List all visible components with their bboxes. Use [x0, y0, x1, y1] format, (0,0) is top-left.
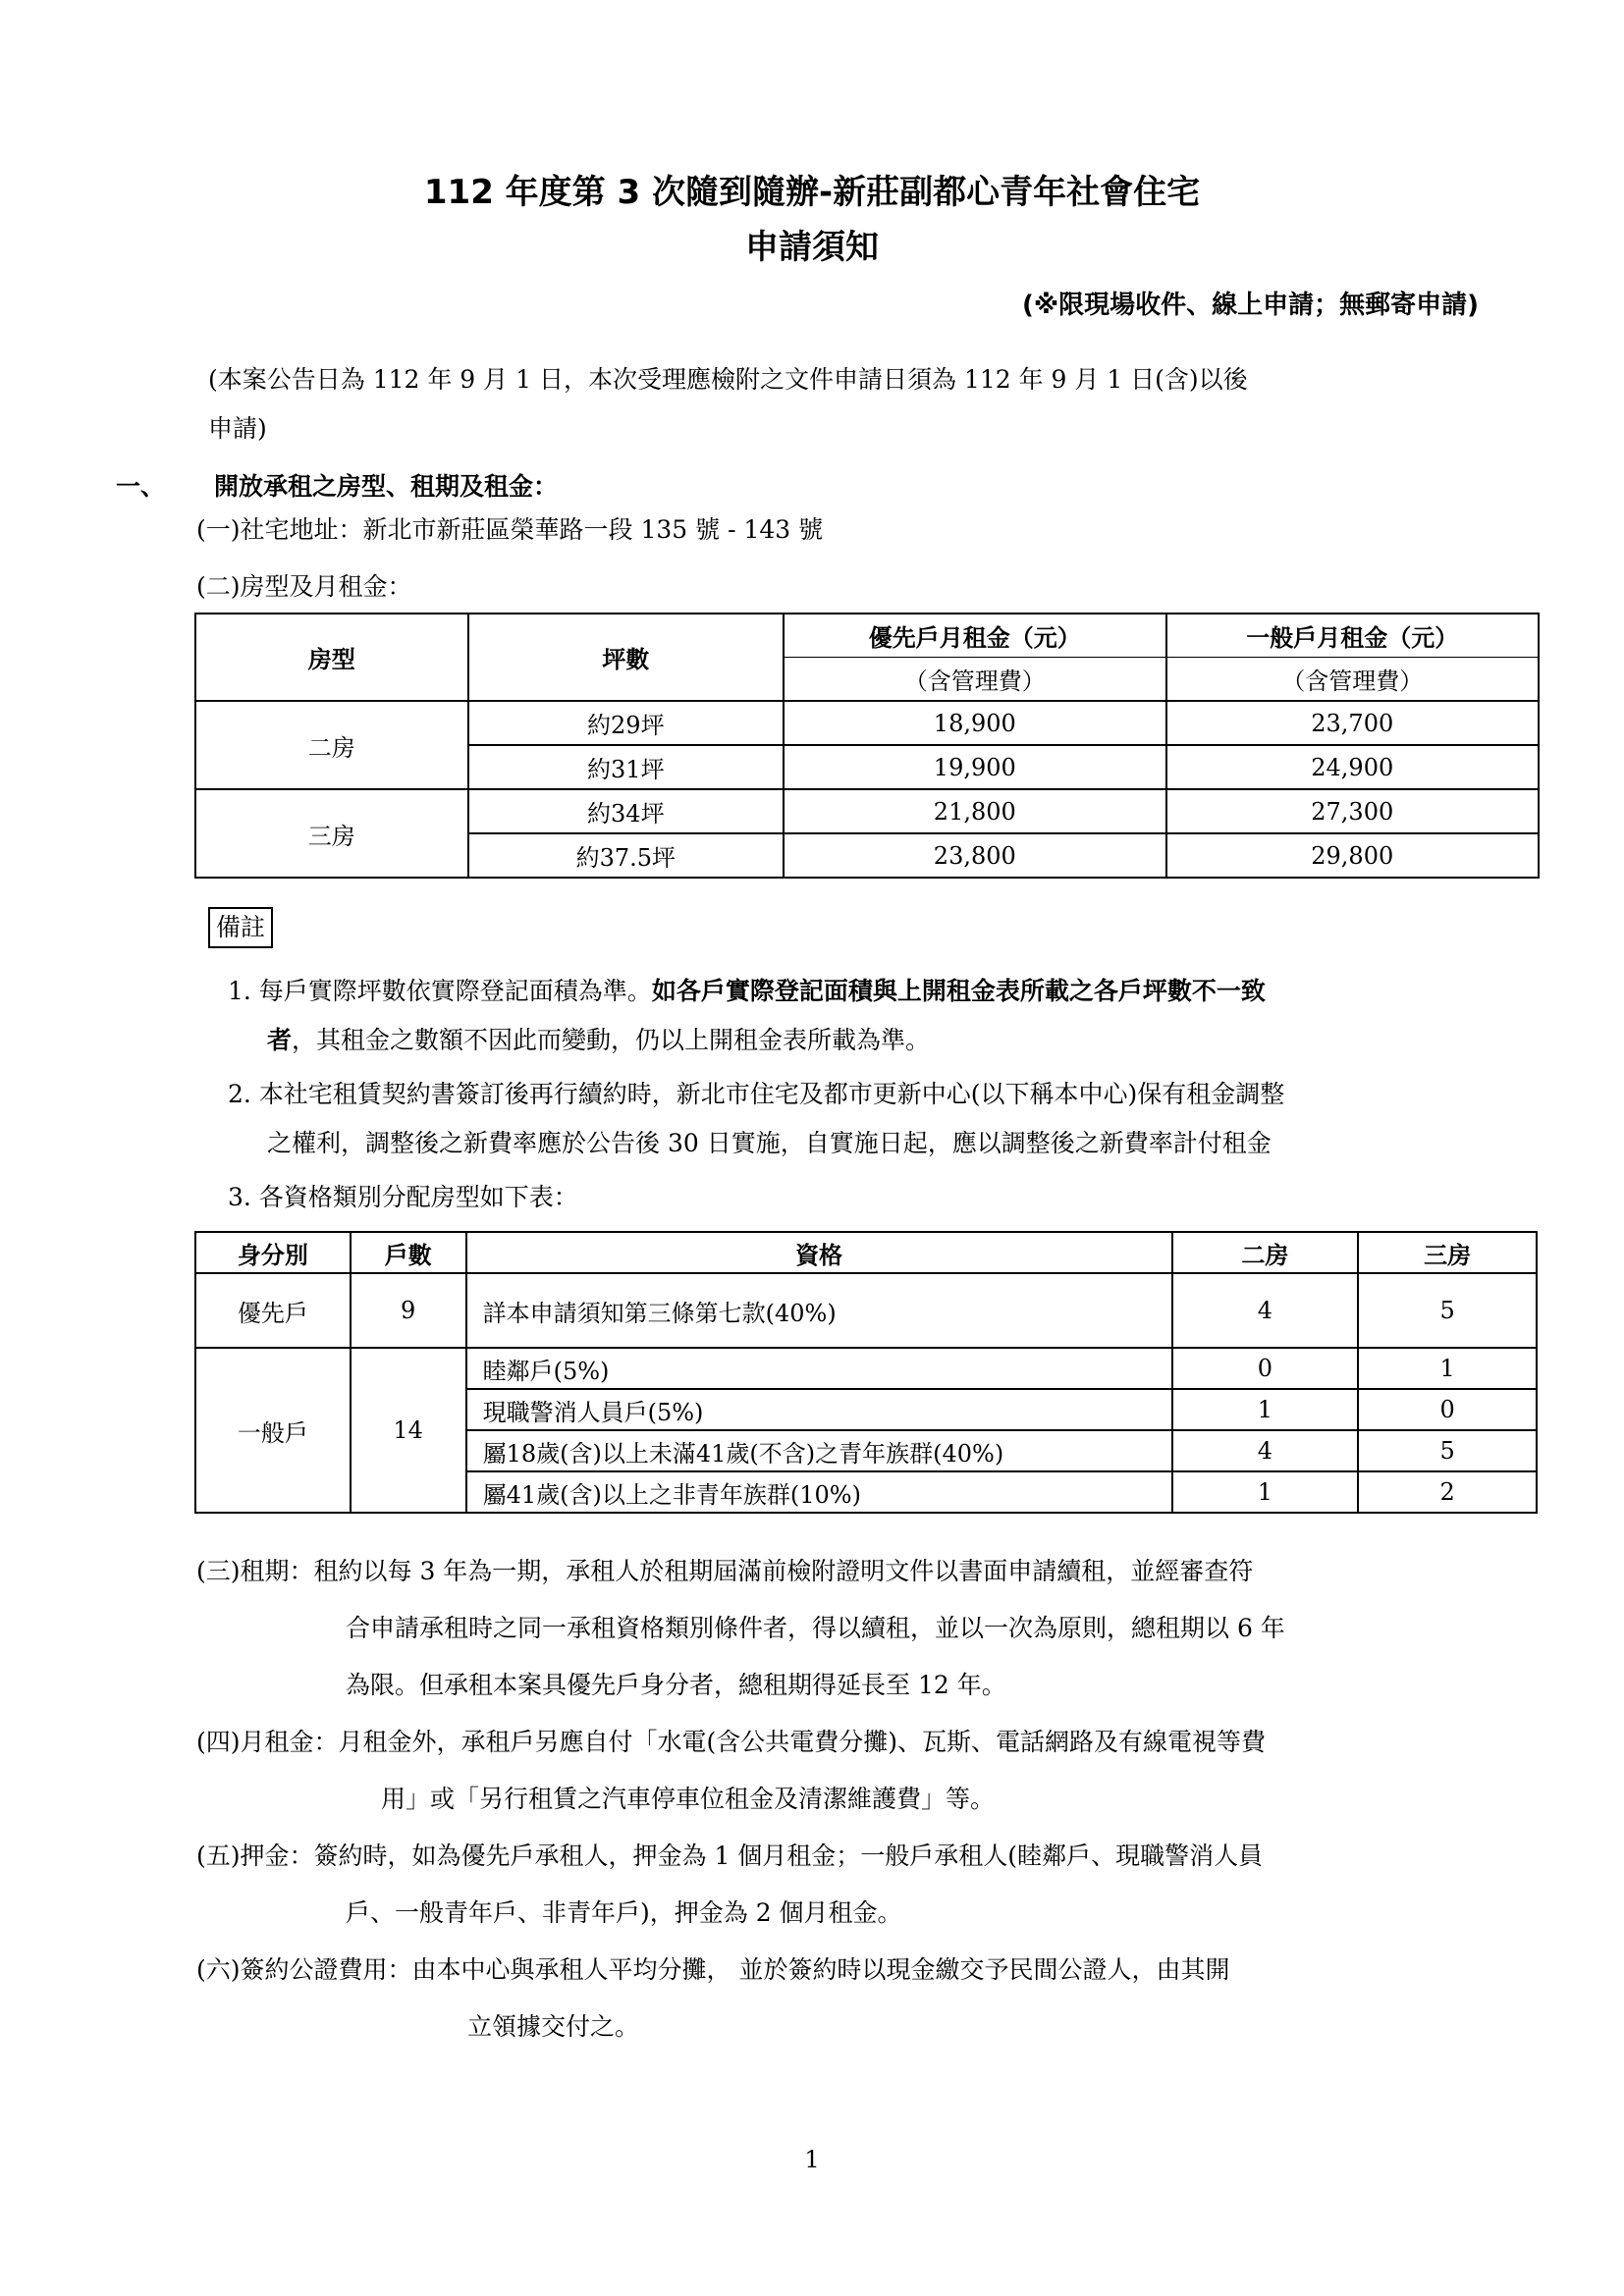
- remark-note-1-text-b: 如各戶實際登記面積與上開租金表所載之各戶坪數不一致: [651, 977, 1266, 1005]
- ping-cell: 約34坪: [468, 789, 785, 833]
- header-priority-mgmt-note: （含管理費）: [784, 658, 1165, 702]
- room-type-cell: 三房: [195, 789, 468, 878]
- priority-rent-cell: 18,900: [784, 701, 1165, 745]
- monthly-rent-paragraph: [196, 1714, 1542, 1828]
- address-line: (一)社宅地址：新北市新莊區榮華路一段 135 號 - 143 號: [196, 515, 824, 544]
- header-priority-rent: 優先戶月租金（元）: [784, 614, 1165, 658]
- qualification-cell: 屬18歲(含)以上未滿41歲(不含)之青年族群(40%): [466, 1430, 1172, 1471]
- general-rent-cell: 24,900: [1166, 745, 1539, 789]
- table-row: [195, 1348, 1537, 1389]
- priority-rent-cell: 21,800: [784, 789, 1165, 833]
- notary-fee-line-2: 立領據交付之。: [467, 2012, 640, 2041]
- document-subtitle: 申請須知: [745, 228, 879, 267]
- remark-note-1-line-2: [228, 1016, 1534, 1065]
- remark-note-2-line-2: 之權利，調整後之新費率應於公告後 30 日實施，自實施日起，應以調整後之新費率計付租金: [267, 1129, 1272, 1157]
- room-types-label: (二)房型及月租金：: [196, 572, 412, 601]
- monthly-rent-line-1: (四)月租金：月租金外，承租戶另應自付「水電(含公共電費分攤)、瓦斯、電話網路及有線電視等費: [196, 1728, 1267, 1756]
- announcement-notice: [208, 355, 1534, 454]
- remark-note-1-text-d: ，其租金之數額不因此而變動，仍以上開租金表所載為準。: [292, 1026, 931, 1054]
- table-row: [195, 1273, 1537, 1348]
- header-room-type: 房型: [195, 614, 468, 701]
- deposit-line-2: 戶、一般青年戶、非青年戶)，押金為 2 個月租金。: [346, 1898, 902, 1927]
- monthly-rent-line-2: 用」或「另行租賃之汽車停車位租金及清潔維護費」等。: [381, 1785, 996, 1813]
- remark-note-1-line-1: [228, 967, 1534, 1016]
- priority-rent-cell: 19,900: [784, 745, 1165, 789]
- general-rent-cell: 23,700: [1166, 701, 1539, 745]
- table-row: [195, 789, 1539, 833]
- remark-note-1-text-a: 1. 每戶實際坪數依實際登記面積為準。: [228, 977, 652, 1005]
- count-cell: 9: [351, 1273, 466, 1348]
- remarks-label: 備註: [208, 907, 273, 948]
- three-room-cell: 5: [1358, 1430, 1537, 1471]
- section-number: 一、: [116, 472, 166, 501]
- general-rent-cell: 29,800: [1166, 833, 1539, 878]
- table-row: [195, 701, 1539, 745]
- two-room-cell: 4: [1172, 1273, 1359, 1348]
- restriction-note: (※限現場收件、線上申請；無郵寄申請): [1021, 291, 1479, 320]
- notary-fee-line-1: (六)簽約公證費用：由本中心與承租人平均分攤， 並於簽約時以現金繳交予民間公證人，由其開: [196, 1955, 1230, 1984]
- identity-cell: 優先戶: [195, 1273, 351, 1348]
- ping-cell: 約37.5坪: [468, 833, 785, 878]
- remark-note-2: [228, 1070, 1534, 1168]
- general-rent-cell: 27,300: [1166, 789, 1539, 833]
- lease-term-line-2: 合申請承租時之同一承租資格類別條件者，得以續租，並以一次為原則，總租期以 6 年: [346, 1614, 1285, 1642]
- priority-rent-cell: 23,800: [784, 833, 1165, 878]
- header-general-rent: 一般戶月租金（元）: [1166, 614, 1539, 658]
- rent-table: [194, 613, 1540, 879]
- qualification-cell: 屬41歲(含)以上之非青年族群(10%): [466, 1471, 1172, 1513]
- header-qualification: 資格: [466, 1232, 1172, 1273]
- remark-note-1-text-c: 者: [267, 1026, 293, 1054]
- ping-cell: 約31坪: [468, 745, 785, 789]
- rent-table-header-row: [195, 614, 1539, 658]
- lease-term-line-1: (三)租期：租約以每 3 年為一期，承租人於租期屆滿前檢附證明文件以書面申請續租，並經審查符: [196, 1557, 1254, 1585]
- notice-line-2: 申請): [208, 414, 267, 443]
- lease-term-paragraph: [196, 1543, 1542, 1714]
- deposit-line-1: (五)押金：簽約時，如為優先戶承租人，押金為 1 個月租金；一般戶承租人(睦鄰戶、現職警消人員: [196, 1842, 1264, 1870]
- remark-note-3: 3. 各資格類別分配房型如下表：: [228, 1183, 578, 1211]
- header-two-room: 二房: [1172, 1232, 1359, 1273]
- header-three-room: 三房: [1358, 1232, 1537, 1273]
- lease-term-line-3: 為限。但承租本案具優先戶身分者，總租期得延長至 12 年。: [346, 1671, 1006, 1699]
- qualification-cell: 睦鄰戶(5%): [466, 1348, 1172, 1389]
- notary-fee-paragraph: [196, 1942, 1542, 2056]
- document-title: 112 年度第 3 次隨到隨辦-新莊副都心青年社會住宅: [423, 173, 1201, 212]
- three-room-cell: 1: [1358, 1348, 1537, 1389]
- three-room-cell: 0: [1358, 1389, 1537, 1430]
- header-ping: 坪數: [468, 614, 785, 701]
- two-room-cell: 4: [1172, 1430, 1359, 1471]
- header-identity: 身分別: [195, 1232, 351, 1273]
- count-cell: 14: [351, 1348, 466, 1513]
- allocation-table: [194, 1231, 1538, 1514]
- three-room-cell: 2: [1358, 1471, 1537, 1513]
- header-count: 戶數: [351, 1232, 466, 1273]
- section-title: 開放承租之房型、租期及租金：: [214, 472, 559, 501]
- two-room-cell: 1: [1172, 1389, 1359, 1430]
- room-type-cell: 二房: [195, 701, 468, 789]
- remark-note-1: [228, 967, 1534, 1065]
- ping-cell: 約29坪: [468, 701, 785, 745]
- header-general-mgmt-note: （含管理費）: [1166, 658, 1539, 702]
- notice-line-1: (本案公告日為 112 年 9 月 1 日，本次受理應檢附之文件申請日須為 112 年 9 月 1 日(含)以後: [208, 365, 1248, 394]
- allocation-header-row: [195, 1232, 1537, 1273]
- deposit-paragraph: [196, 1828, 1542, 1942]
- page-number: 1: [804, 2146, 820, 2173]
- two-room-cell: 1: [1172, 1471, 1359, 1513]
- qualification-cell: 現職警消人員戶(5%): [466, 1389, 1172, 1430]
- two-room-cell: 0: [1172, 1348, 1359, 1389]
- identity-cell: 一般戶: [195, 1348, 351, 1513]
- three-room-cell: 5: [1358, 1273, 1537, 1348]
- remark-note-2-line-1: 2. 本社宅租賃契約書簽訂後再行續約時，新北市住宅及都市更新中心(以下稱本中心)保有租金調整: [228, 1080, 1285, 1108]
- qualification-cell: 詳本申請須知第三條第七款(40%): [466, 1273, 1172, 1348]
